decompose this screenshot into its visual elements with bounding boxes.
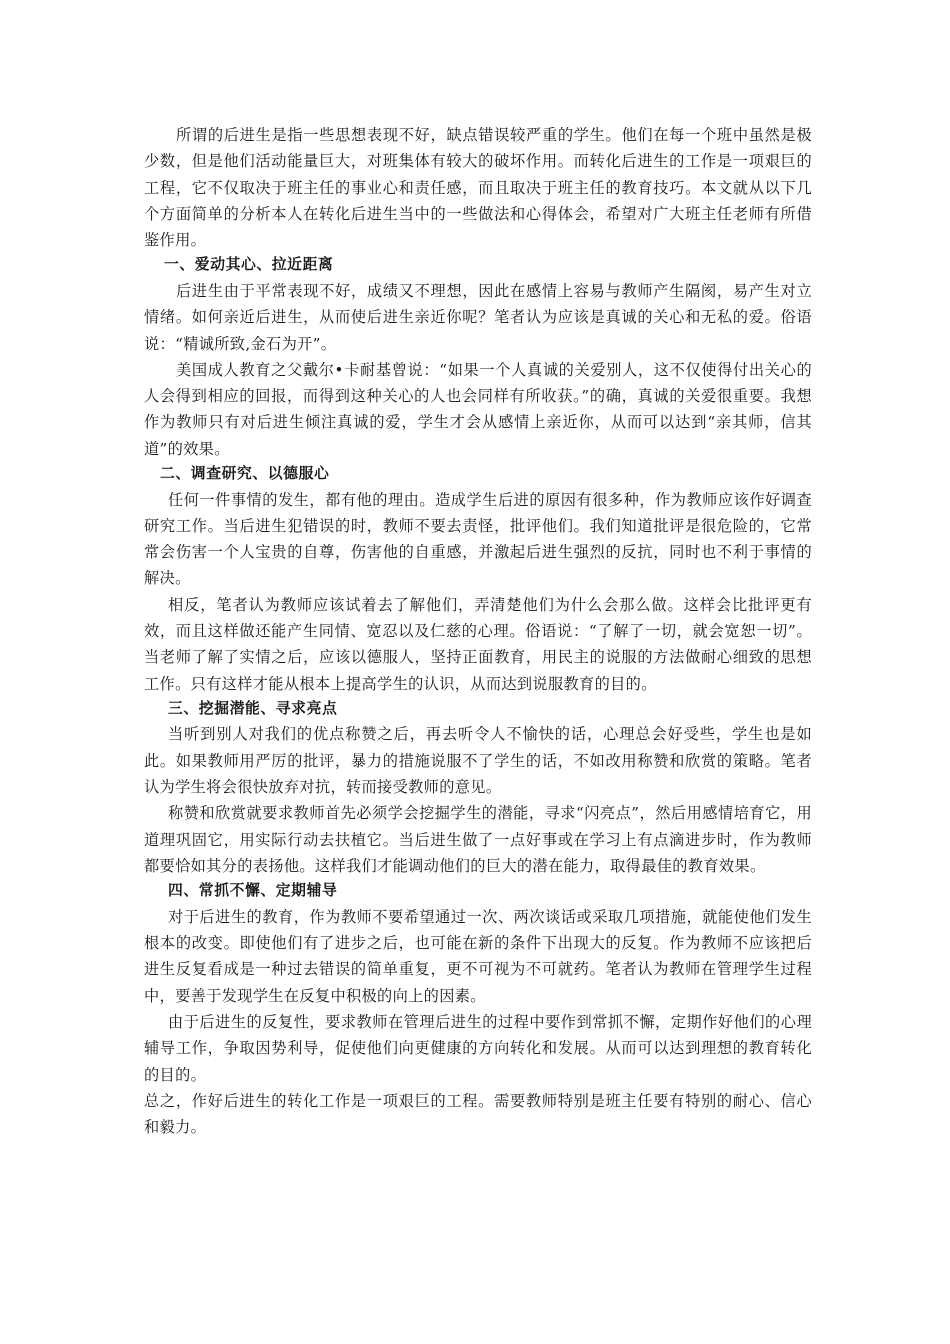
section-2-paragraph-2: 相反，笔者认为教师应该试着去了解他们，弄清楚他们为什么会那么做。这样会比批评更有效，而且这样做还能产生同情、宽忍以及仁慈的心理。俗语说：“了解了一切，就会宽恕一切”。当老师了解了实情之后，应该以德服人，坚持正面教育，用民主的说服的方法做耐心细致的思想工作。只有这样才能从根本上提高学生的认识，从而达到说服教育的目的。 <box>144 595 812 693</box>
section-3-paragraph-2: 称赞和欣赏就要求教师首先必须学会挖掘学生的潜能，寻求“闪亮点”，然后用感情培育它，用道理巩固它，用实际行动去扶植它。当后进生做了一点好事或在学习上有点滴进步时，作为教师都要恰如其分的表扬他。这样我们才能调动他们的巨大的潜在能力，取得最佳的教育效果。 <box>144 804 812 875</box>
intro-paragraph: 所谓的后进生是指一些思想表现不好，缺点错误较严重的学生。他们在每一个班中虽然是极少数，但是他们活动能量巨大，对班集体有较大的破坏作用。而转化后进生的工作是一项艰巨的工程，它不仅取决于班主任的事业心和责任感，而且取决于班主任的教育技巧。本文就从以下几个方面简单的分析本人在转化后进生当中的一些做法和心得体会，希望对广大班主任老师有所借鉴作用。 <box>144 126 812 250</box>
section-3-paragraph-1: 当听到别人对我们的优点称赞之后，再去听令人不愉快的话，心理总会好受些，学生也是如此。如果教师用严厉的批评，暴力的措施说服不了学生的话，不如改用称赞和欣赏的策略。笔者认为学生将会很快放弃对抗，转而接受教师的意见。 <box>144 725 812 797</box>
conclusion-paragraph: 总之，作好后进生的转化工作是一项艰巨的工程。需要教师特别是班主任要有特别的耐心、信心和毅力。 <box>144 1091 812 1137</box>
section-4-paragraph-1: 对于后进生的教育，作为教师不要希望通过一次、两次谈话或采取几项措施，就能使他们发生根本的改变。即使他们有了进步之后，也可能在新的条件下出现大的反复。作为教师不应该把后进生反复看成是一种过去错误的简单重复，更不可视为不可就药。笔者认为教师在管理学生过程中，要善于发现学生在反复中积极的向上的因素。 <box>144 907 812 1005</box>
section-1-paragraph-2: 美国成人教育之父戴尔•卡耐基曾说：“如果一个人真诚的关爱别人，这不仅使得付出关心的人会得到相应的回报，而得到这种关心的人也会同样有所收获。”的确，真诚的关爱很重要。我想作为教师只有对后进生倾注真诚的爱，学生才会从感情上亲近你，从而可以达到“亲其师，信其道”的效果。 <box>144 360 812 458</box>
section-heading-1: 一、爱动其心、拉近距离 <box>164 256 334 274</box>
section-heading-4: 四、常抓不懈、定期辅导 <box>168 882 338 900</box>
section-1-paragraph-1: 后进生由于平常表现不好，成绩又不理想，因此在感情上容易与教师产生隔阂，易产生对立情绪。如何亲近后进生，从而使后进生亲近你呢？笔者认为应该是真诚的关心和无私的爱。俗语说：“精诚所致,金石为开”。 <box>144 281 812 353</box>
article-body <box>144 122 812 1140</box>
section-2-paragraph-1: 任何一件事情的发生，都有他的理由。造成学生后进的原因有很多种，作为教师应该作好调查研究工作。当后进生犯错误的时，教师不要去责怪，批评他们。我们知道批评是很危险的，它常常会伤害一个人宝贵的自尊，伤害他的自重感，并激起后进生强烈的反抗，同时也不利于事情的解决。 <box>144 490 812 588</box>
section-heading-2: 二、调查研究、以德服心 <box>160 465 330 483</box>
section-4-paragraph-2: 由于后进生的反复性，要求教师在管理后进生的过程中要作到常抓不懈，定期作好他们的心理辅导工作，争取因势利导，促使他们向更健康的方向转化和发展。从而可以达到理想的教育转化的目的。 <box>144 1012 812 1084</box>
section-heading-3: 三、挖掘潜能、寻求亮点 <box>168 699 338 717</box>
